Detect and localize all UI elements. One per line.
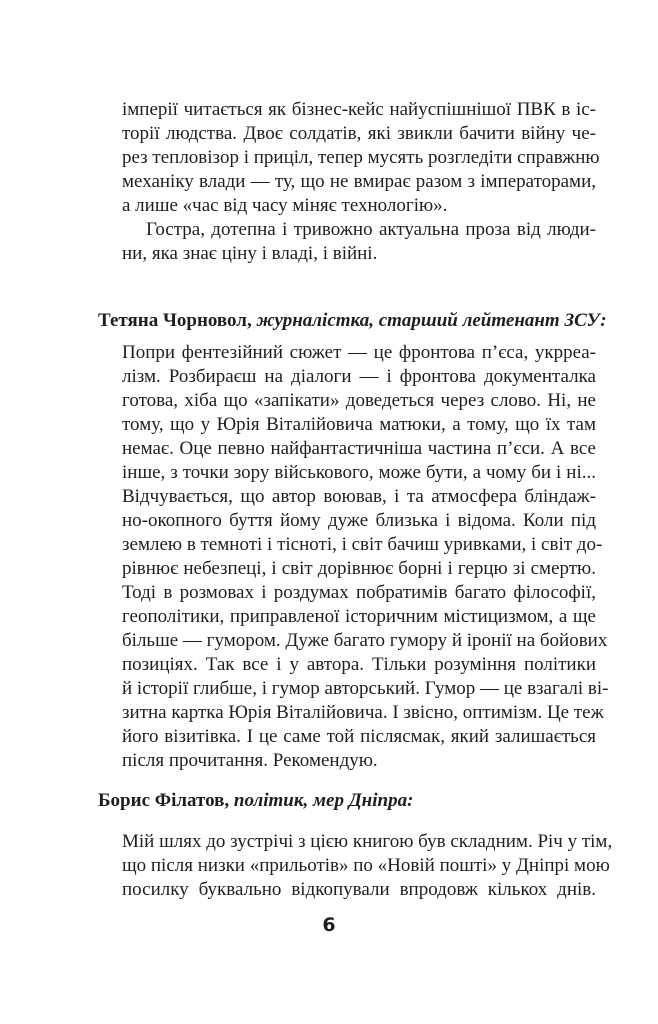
text-line: посилку буквально відкопували впродовж кількох днів. — [122, 879, 596, 900]
text-line: більше — гумором. Дуже багато гумору й іронії на бойових — [122, 630, 608, 651]
text-line: рез тепловізор і приціл, тепер мусять розгледіти справжню — [122, 147, 600, 168]
text-line: землею в темноті і тісноті, і світ бачиш уривками, і світ до- — [122, 534, 603, 555]
text-line: позиціях. Так все і у автора. Тільки розуміння політики — [122, 654, 596, 675]
text-line: Відчувається, що автор воював, і та атмосфера бліндаж- — [122, 486, 596, 507]
text-line: но-окопного буття йому дуже близька і відома. Коли під — [122, 510, 596, 531]
reviewer-name: Борис Філатов, — [98, 790, 234, 811]
text-line: готова, хіба що «запікати» доведеться через слово. Ні, не — [122, 390, 596, 411]
review-heading — [98, 309, 618, 333]
text-line: його візитівка. І це саме той післясмак, який залишається — [122, 726, 596, 747]
reviewer-name: Тетяна Чорновол, — [98, 310, 257, 331]
text-line: ни, яка знає ціну і владі, і війні. — [122, 243, 378, 264]
text-line: геополітики, приправленої історичним містицизмом, а ще — [122, 606, 596, 627]
text-line: імперії читається як бізнес-кейс найуспішнішої ПВК в іс- — [122, 99, 596, 120]
text-line: а лише «час від часу міняє технологію». — [122, 195, 448, 216]
text-line: Попри фентезійний сюжет — це фронтова п’єса, укрреа- — [122, 342, 596, 363]
text-line: торії людства. Двоє солдатів, які звикли бачити війну че- — [122, 123, 596, 144]
page-number: 6 — [322, 914, 336, 936]
text-line: що після низки «прильотів» по «Новій пошті» у Дніпрі мою — [122, 855, 610, 876]
text-line: рівнює небезпеці, і світ дорівнює борні і герцю зі смертю. — [122, 558, 596, 579]
text-line: після прочитання. Рекомендую. — [122, 750, 378, 771]
text-line: немає. Оце певно найфантастичніша частина п’єси. А все — [122, 438, 596, 459]
text-line: тому, що у Юрія Віталійовича матюки, а тому, що їх там — [122, 414, 596, 435]
text-line: Гостра, дотепна і тривожно актуальна проза від люди- — [146, 219, 596, 240]
text-line: лізм. Розбираєш на діалоги — і фронтова документалка — [122, 366, 596, 387]
text-line: Мій шлях до зустрічі з цією книгою був складним. Річ у тім, — [122, 831, 613, 852]
text-line: й історії глибше, і гумор авторський. Гумор — це взагалі ві- — [122, 678, 609, 699]
reviewer-role: політик, мер Дніпра: — [233, 790, 414, 811]
text-line: зитна картка Юрія Віталійовича. І звісно, оптимізм. Це теж — [122, 702, 604, 723]
review-heading — [98, 789, 618, 813]
text-line: Тоді в розмовах і роздумах побратимів багато філософії, — [122, 582, 596, 603]
text-line: інше, з точки зору військового, може бути, а чому би і ні... — [122, 462, 596, 483]
reviewer-role: журналістка, старший лейтенант ЗСУ: — [256, 310, 607, 331]
text-line: механіку влади — ту, що не вмирає разом з імператорами, — [122, 171, 596, 192]
